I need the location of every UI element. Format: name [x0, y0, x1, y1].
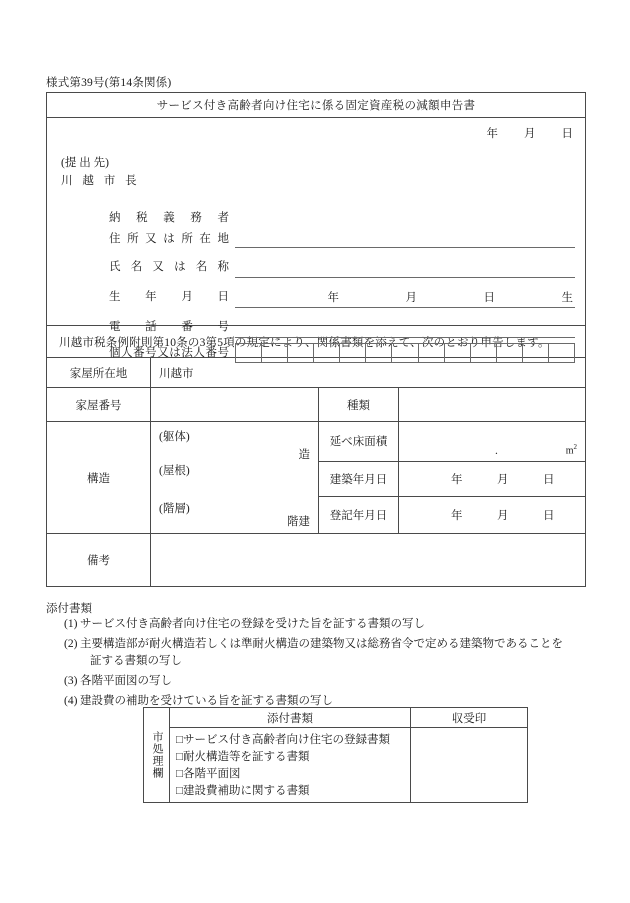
attachment-item-text-continued: 証する書類の写し — [90, 655, 182, 667]
declaration-statement: 川越市税条例附則第10条の3第5項の規定により、関係書類を添えて、次のとおり申告します。 — [47, 326, 585, 358]
build-month-label: 月 — [497, 473, 509, 486]
remarks-row — [47, 534, 585, 586]
house-location-label: 家屋所在地 — [47, 358, 151, 387]
floor-area-label: 延べ床面積 — [319, 422, 399, 461]
attachment-item-text: 主要構造部が耐火構造若しくは準耐火構造の建築物又は総務省令で定める建築物であることを 証する書類の写し — [80, 636, 591, 670]
seal-column-header: 収受印 — [451, 712, 487, 725]
register-year-label: 年 — [451, 510, 463, 523]
seal-area[interactable] — [411, 728, 527, 802]
document-checkbox-item[interactable]: □各階平面図 — [176, 768, 241, 780]
name-label: 氏 名 又 は 名 称 — [109, 261, 229, 273]
id-number-cell[interactable] — [262, 344, 288, 362]
city-processing-body-row — [170, 728, 527, 802]
phone-label: 電 話 番 号 — [109, 321, 229, 333]
remarks-value[interactable] — [151, 534, 585, 586]
document-checkbox-item[interactable]: □耐火構造等を証する書類 — [176, 751, 310, 763]
destination-block — [61, 154, 140, 190]
submission-date-line — [487, 125, 574, 141]
taxpayer-spacer — [235, 206, 575, 227]
id-number-cell[interactable] — [419, 344, 445, 362]
structure-frame-label: (躯体) — [159, 431, 190, 443]
remarks-label: 備考 — [47, 534, 151, 586]
id-number-cell[interactable] — [497, 344, 523, 362]
id-number-cell[interactable] — [471, 344, 497, 362]
birth-year-label: 年 — [327, 292, 339, 304]
form-number: 様式第39号(第14条関係) — [46, 77, 172, 89]
structure-floors-label: (階層) — [159, 503, 190, 515]
destination-name: 川 越 市 長 — [61, 175, 141, 187]
build-date-marks — [451, 471, 555, 487]
main-form-table — [46, 92, 586, 587]
taxpayer-label: 納 税 義 務 者 — [109, 212, 229, 224]
floor-area-row — [319, 422, 585, 462]
id-number-cell[interactable] — [288, 344, 314, 362]
birthdate-marks — [328, 291, 574, 305]
city-processing-header-row — [170, 708, 527, 728]
build-day-label: 日 — [543, 473, 555, 486]
attachments-list — [46, 616, 591, 713]
register-date-label: 登記年月日 — [319, 497, 399, 533]
id-number-label: 個人番号又は法人番号 — [109, 347, 229, 359]
attachment-item — [46, 673, 591, 690]
structure-label: 構造 — [47, 422, 151, 533]
attachments-title: 添付書類 — [46, 603, 92, 615]
register-month-label: 月 — [497, 510, 509, 523]
city-processing-table — [143, 707, 528, 803]
birth-month-label: 月 — [405, 292, 417, 304]
attachment-item-number: (4) — [64, 695, 78, 707]
id-number-cell[interactable] — [366, 344, 392, 362]
attachment-item — [46, 636, 591, 670]
id-number-cell[interactable] — [549, 344, 575, 362]
house-number-label: 家屋番号 — [47, 388, 151, 421]
attachment-item-text: 各階平面図の写し — [80, 675, 172, 687]
floor-area-unit: $m^2$ — [565, 443, 577, 457]
structure-row — [47, 422, 585, 534]
birthdate-label: 生 年 月 日 — [109, 291, 229, 303]
address-label: 住 所 又 は 所 在 地 — [109, 233, 229, 245]
applicant-fields — [109, 206, 575, 363]
attachment-item-text: 建設費の補助を受けている旨を証する書類の写し — [80, 695, 333, 707]
attachment-item — [46, 616, 591, 633]
id-number-boxes[interactable] — [235, 343, 575, 363]
city-processing-main — [170, 708, 527, 802]
id-number-cell[interactable] — [392, 344, 418, 362]
destination-label: (提 出 先) — [61, 157, 109, 169]
house-number-row — [47, 388, 585, 422]
structure-detail-cell[interactable] — [151, 422, 319, 533]
floor-area-decimal: . — [495, 444, 498, 457]
register-date-marks — [451, 507, 555, 523]
id-number-cell[interactable] — [445, 344, 471, 362]
kind-value[interactable] — [399, 388, 585, 421]
register-day-label: 日 — [543, 510, 555, 523]
id-number-cell[interactable] — [523, 344, 549, 362]
build-year-label: 年 — [451, 473, 463, 486]
house-location-value[interactable]: 川越市 — [159, 367, 194, 380]
date-year-label: 年 — [486, 128, 498, 140]
kind-label: 種類 — [319, 388, 399, 421]
birthdate-input[interactable] — [235, 277, 575, 308]
build-date-input[interactable] — [399, 462, 585, 497]
address-input[interactable] — [235, 226, 575, 248]
attachment-item-text: サービス付き高齢者向け住宅の登録を受けた旨を証する書類の写し — [80, 618, 425, 630]
id-number-cell[interactable] — [314, 344, 340, 362]
floor-area-input[interactable] — [399, 422, 585, 461]
id-number-cell[interactable] — [340, 344, 366, 362]
attachment-item-number: (2) — [64, 638, 78, 650]
date-month-label: 月 — [524, 128, 536, 140]
document-checkbox-item[interactable]: □サービス付き高齢者向け住宅の登録書類 — [176, 734, 390, 746]
date-day-label: 日 — [561, 128, 573, 140]
structure-kaidate-label: 階建 — [287, 516, 310, 528]
build-date-row — [319, 462, 585, 498]
birth-day-label: 日 — [483, 292, 495, 304]
build-date-label: 建築年月日 — [319, 462, 399, 497]
structure-roof-label: (屋根) — [159, 465, 190, 477]
birthdate-row — [109, 278, 575, 308]
register-date-row — [319, 497, 585, 533]
document-checkbox-list — [170, 728, 411, 802]
form-title: サービス付き高齢者向け住宅に係る固定資産税の減額申告書 — [47, 93, 585, 118]
structure-right-group — [319, 422, 585, 533]
documents-column-header: 添付書類 — [170, 708, 411, 727]
register-date-input[interactable] — [399, 497, 585, 533]
structure-zou-label: 造 — [298, 449, 310, 461]
id-number-row — [109, 343, 575, 363]
city-processing-side-label: 市処理欄 — [144, 708, 170, 802]
address-row — [109, 227, 575, 248]
name-row — [109, 248, 575, 278]
phone-row — [109, 308, 575, 338]
phone-input[interactable] — [235, 307, 575, 338]
house-number-value[interactable] — [151, 388, 319, 421]
attachment-item-number: (3) — [64, 675, 78, 687]
id-number-cell[interactable] — [236, 344, 262, 362]
attachment-item-number: (1) — [64, 618, 78, 630]
document-checkbox-item[interactable]: □建設費補助に関する書類 — [176, 785, 310, 797]
taxpayer-heading-row — [109, 206, 575, 227]
birth-suffix-label: 生 — [561, 292, 573, 304]
name-input[interactable] — [235, 247, 575, 278]
